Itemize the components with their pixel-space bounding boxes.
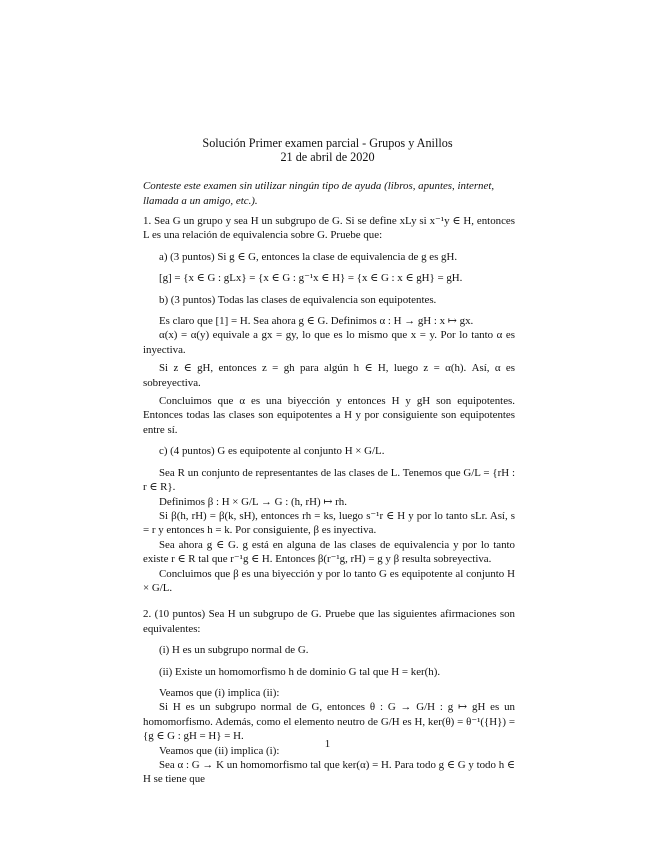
problem-2-statement: 2. (10 puntos) Sea H un subgrupo de G. Pruebe que las siguientes afirmaciones son equivalentes: — [143, 608, 515, 635]
page-number: 1 — [324, 738, 331, 750]
problem-1-part-a-equation: [g] = {x ∈ G : gLx} = {x ∈ G : g⁻¹x ∈ H} = {x ∈ G : x ∈ gH} = gH. — [159, 272, 463, 285]
part-c-paragraph: Sea R un conjunto de representantes de las clases de L. Tenemos que G/L = {rH : r ∈ R}. — [143, 466, 515, 494]
document-body — [143, 214, 515, 787]
problem-2-paragraph: Si H es un subgrupo normal de G, entonces θ : G → G/H : g ↦ gH es un homomorfismo. Además, como el elemento neutro de G/H es H, ker(θ) = θ⁻¹({H}) = {g ∈ G : gH = H} = H. — [143, 701, 515, 743]
problem-2-paragraph: Veamos que (i) implica (ii): — [159, 686, 280, 699]
part-c-paragraph: Si β(h, rH) = β(k, sH), entonces rh = ks, luego s⁻¹r ∈ H y por lo tanto sLr. Así, s = r y entonces h = k. Por consiguiente, β es inyectiva. — [143, 509, 515, 537]
problem-2-item-i: (i) H es un subgrupo normal de G. — [159, 644, 309, 657]
problem-1-statement: 1. Sea G un grupo y sea H un subgrupo de G. Si se define xLy si x⁻¹y ∈ H, entonces L es una relación de equivalencia sobre G. Pruebe que: — [143, 215, 515, 242]
problem-2-item-ii: (ii) Existe un homomorfismo h de dominio G tal que H = ker(h). — [159, 665, 441, 678]
part-b-paragraph: α(x) = α(y) equivale a gx = gy, lo que es lo mismo que x = y. Por lo tanto α es inyectiva. — [143, 329, 515, 356]
part-b-paragraph: Si z ∈ gH, entonces z = gh para algún h ∈ H, luego z = α(h). Así, α es sobreyectiva. — [143, 362, 515, 389]
problem-1-part-a: a) (3 puntos) Si g ∈ G, entonces la clase de equivalencia de g es gH. — [159, 250, 458, 263]
problem-1-part-b: b) (3 puntos) Todas las clases de equivalencia son equipotentes. — [159, 293, 437, 306]
part-b-paragraph: Es claro que [1] = H. Sea ahora g ∈ G. Definimos α : H → gH : x ↦ gx. — [159, 315, 474, 328]
part-c-paragraph: Concluimos que β es una biyección y por lo tanto G es equipotente al conjunto H × G/L. — [143, 567, 515, 594]
problem-1-part-c: c) (4 puntos) G es equipotente al conjunto H × G/L. — [159, 445, 385, 458]
document-title: Solución Primer examen parcial - Grupos y Anillos — [202, 136, 453, 150]
problem-2-paragraph: Veamos que (ii) implica (i): — [159, 744, 280, 757]
part-c-paragraph: Sea ahora g ∈ G. g está en alguna de las clases de equivalencia y por lo tanto existe r ∈ R tal que r⁻¹g ∈ H. Entonces β(r⁻¹g, rH) = g y β resulta sobreyectiva. — [143, 538, 515, 566]
part-b-paragraph: Concluimos que α es una biyección y entonces H y gH son equipotentes. Entonces todas las clases son equipotentes a H y por consiguiente son equipotentes entre sí. — [143, 395, 515, 436]
document-date: 21 de abril de 2020 — [280, 150, 375, 164]
problem-2-paragraph: Sea α : G → K un homomorfismo tal que ker(α) = H. Para todo g ∈ G y todo h ∈ H se tiene que — [143, 759, 515, 786]
part-c-paragraph: Definimos β : H × G/L → G : (h, rH) ↦ rh. — [159, 495, 347, 508]
exam-instructions: Conteste este examen sin utilizar ningún tipo de ayuda (libros, apuntes, internet, llamada a un amigo, etc.). — [143, 180, 495, 207]
